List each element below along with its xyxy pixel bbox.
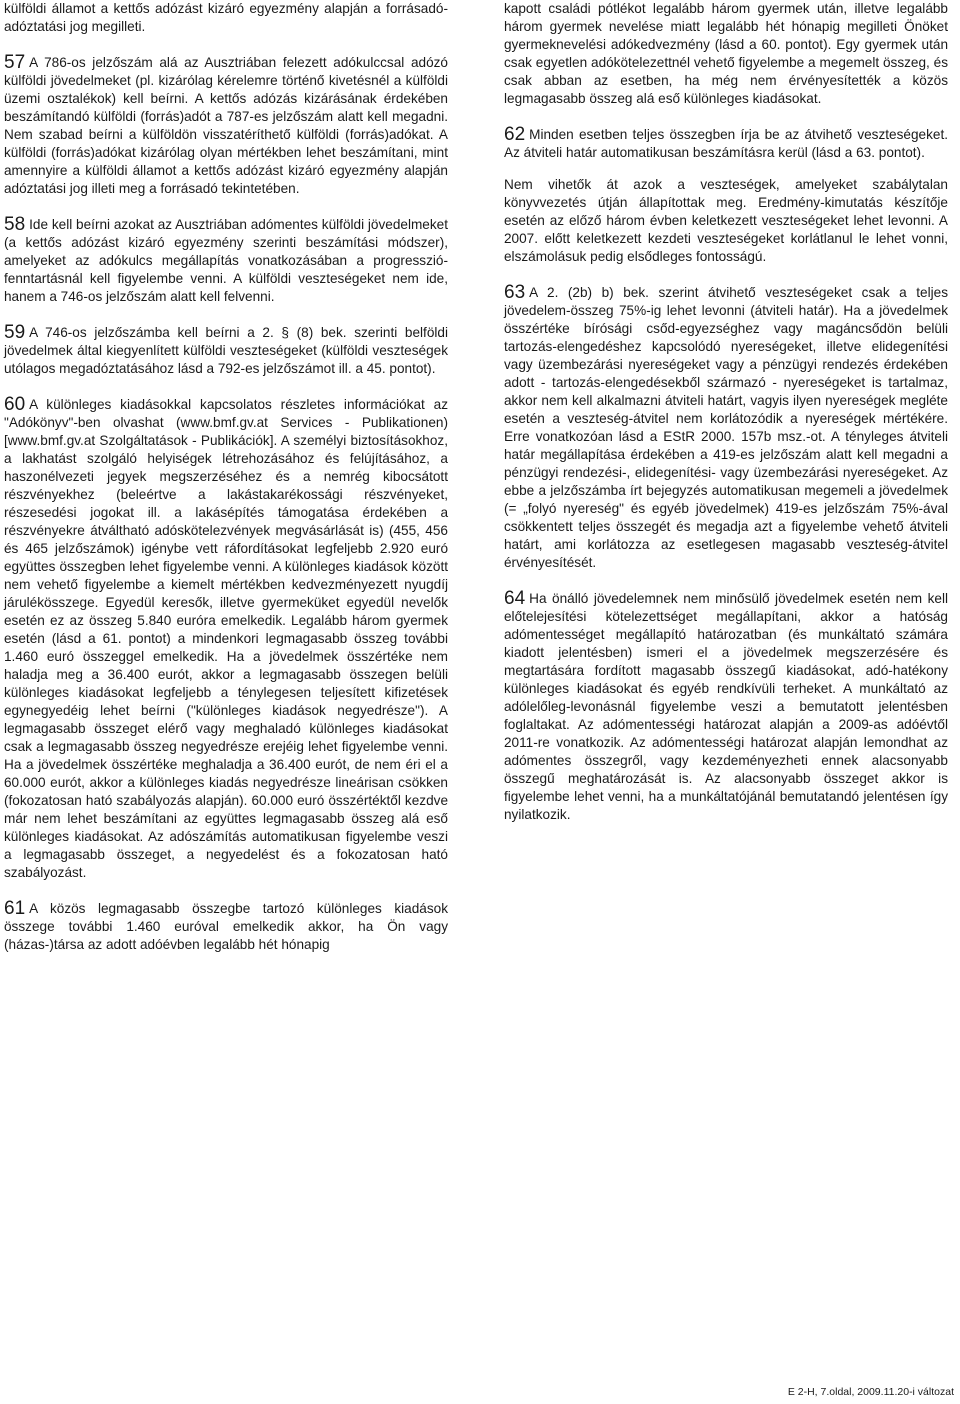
paragraph	[4, 0, 448, 36]
paragraph-text: Ide kell beírni azokat az Ausztriában adómentes külföldi jövedelmeket (a kettős adózást kizáró egyezmény szerinti beszámítási módszer), amelyeket az adókulcs megállapítás vonatkozásában a progresszió-fenntartásnál kell figyelembe venni. A külföldi veszteségeket nem ide, hanem a 746-os jelzőszám alatt kell felvenni.	[4, 217, 448, 304]
paragraph-text: Ha önálló jövedelemnek nem minősülő jövedelmek esetén nem kell előtelejesítési kötelezettséget megállapítani, akkor a hatóság adómentességet megállapító határozatban (és munkáltató számára kiadott jelentésben) ismeri el a jövedelmek megszerzésére és megtartására fordított magasabb összegű kiadásokat, adó-hatékony különleges kiadásokat és egyéb rendkívüli terheket. A munkáltató az adólelőleg-levonásnál figyelembe veszi a bemutatott jelentésben foglaltakat. Az adómentességi határozat alapján a 2009-as adóévtől 2011-re vonatkozik. Az adómentességi határozat alapján lemondhat az adómentes összegről, vagy kezdeményezheti ennek alacsonyabb összegű meghatározását is. Az alacsonyabb összeget akkor is figyelembe lehet venni, ha a munkáltatójánál bemutatandó jelentésen így nyilatkozik.	[504, 591, 948, 822]
section-number: 64	[504, 588, 526, 609]
paragraph	[504, 0, 948, 108]
section-number: 57	[4, 52, 26, 73]
right-column	[504, 0, 948, 824]
paragraph-text: Nem vihetők át azok a veszteségek, amelyeket szabálytalan könyvvezetés útján állapítottak meg. Eredmény-kimutatás készítője esetén az előző három évben keletkezett veszteségeket lehet levonni. A 2007. előtt keletkezett kezdeti veszteségeket korlátlanul le lehet vonni, elszámolásuk pedig elsődleges fontosságú.	[504, 177, 948, 264]
left-column	[4, 0, 448, 954]
section-number: 63	[504, 282, 526, 303]
section-number: 60	[4, 394, 26, 415]
section-61	[4, 900, 448, 954]
section-60	[4, 396, 448, 882]
section-number: 58	[4, 214, 26, 235]
section-62	[504, 126, 948, 162]
paragraph-text: külföldi államot a kettős adózást kizáró egyezmény alapján a forrásadó-adóztatási jog megilleti.	[4, 1, 448, 34]
paragraph-text: kapott családi pótlékot legalább három gyermek után, illetve legalább három gyermek nevelése miatt legalább hét hónapig megilleti Önöket gyermeknevelési adókedvezmény (lásd a 60. pontot). Egy gyermek után csak egyetlen adókötelezettnél vehető figyelembe a megemelt összeg, és csak abban az esetben, ha még nem érvényesítették a közös legmagasabb összeg alá eső különleges kiadásokat.	[504, 1, 948, 106]
paragraph-text: A különleges kiadásokkal kapcsolatos részletes információkat az "Adókönyv"-ben olvashat (www.bmf.gv.at Services - Publikationen) [www.bmf.gv.at Szolgáltatások - Publikációk]. A személyi biztosításokhoz, a lakhatást szolgáló helyiségek létrehozásához és felújításához, a haszonélvezeti jegyek megszerzéséhez és a nemrég kibocsátott részvényekhez (beleértve a lakástakarékossági részvényeket, részesedési jogokat ill. a lakásépítés támogatása érdekében a részvényekre átváltható adóskötelezvények megvásárlását is) (455, 456 és 465 jelzőszámok) igénybe vett ráfordításokat legfeljebb 2.920 euró együttes összegben lehet figyelembe venni. A különleges kiadások között nem vehető figyelembe a kiemelt mértékben kedvezményezett nyugdíj járulékösszege. Egyedül keresők, illetve gyermeküket egyedül nevelők esetén ez az összeg 5.840 euróra emelkedik. Legalább három gyermek esetén (lásd a 61. pontot) a mindenkori legmagasabb összeg további 1.460 euró összeggel emelkedik. Ha a jövedelmek összértéke nem haladja meg a 36.400 eurót, akkor a legmagasabb összegen belüli különleges kiadásokat legfeljebb a ténylegesen teljesített kifizetések egynegyedéig lehet beírni ("különleges kiadások negyedrésze"). A legmagasabb összeget elérő vagy meghaladó különleges kiadásokat csak a legmagasabb összeg negyedrésze erejéig lehet figyelembe venni. Ha a jövedelmek összértéke meghaladja a 36.400 eurót, de nem éri el a 60.000 eurót, akkor a különleges kiadás negyedrésze lineárisan csökken (fokozatosan ható szabályozás alapján). 60.000 euró összértéktől kezdve már nem lehet beszámítani az együttes legmagasabb összeg alá eső különleges kiadásokat. Az adószámítás automatikusan figyelembe veszi a legmagasabb összeget, a negyedelést és a fokozatosan ható szabályozást.	[4, 397, 448, 880]
paragraph-text: A 746-os jelzőszámba kell beírni a 2. § (8) bek. szerinti belföldi jövedelmek által kiegyenlített külföldi veszteségeket (külföldi veszteségek utólagos megadóztatásához lásd a 792-es jelzőszámot ill. a 45. pontot).	[4, 325, 448, 376]
section-64	[504, 590, 948, 824]
paragraph-text: A 2. (2b) b) bek. szerint átvihető veszteségeket csak a teljes jövedelem-összeg 75%-ig lehet levonni (átviteli határ). Ha a jövedelmek összértéke bírósági csőd-egyezséghez vagy magáncsődön belüli tartozás-elengedéshez kapcsolódó nyereségeket, illetve elidegenítési vagy üzembezárási nyereségeket vagy a pénzügyi rendezés érdekében adott - tartozás-elengedésekből származó - nyereségeket is tartalmaz, akkor nem kell alkalmazni átviteli határt, vagyis ilyen nyereségek megléte esetén a veszteség-átvitel nem korlátozódik a nyereségek mértékére. Erre vonatkozóan lásd a EStR 2000. 157b msz.-ot. A tényleges átviteli határ megállapítása érdekében a 419-es jelzőszám alatt kell megadni a pénzügyi rendezési-, elidegenítési- vagy üzembezárási nyereségeket. Az ebbe a jelzőszámba írt bejegyzés automatikusan megemeli a jövedelmek (= „folyó nyereség" és egyéb jövedelmek) 419-es jelzőszám 75%-ával csökkentett teljes összegét és megadja azt a figyelembe vehető átviteli határt, ami korlátozza az esetlegesen magasabb veszteség-átvitel érvényesítését.	[504, 285, 948, 570]
paragraph-text: Minden esetben teljes összegben írja be az átvihető veszteségeket. Az átviteli határ automatikusan beszámításra kerül (lásd a 63. pontot).	[504, 127, 948, 160]
paragraph	[504, 176, 948, 266]
section-59	[4, 324, 448, 378]
paragraph-text: A 786-os jelzőszám alá az Ausztriában felezett adókulccsal adózó külföldi jövedelmeket (pl. kizárólag kérelemre történő kivetésnél a külföldi üzemi osztalékok) kell beírni. A kettős adózás kizárásának érdekében beszámítandó külföldi (forrás)adót a 787-es jelzőszám alatt kell megadni. Nem szabad beírni a külföldön visszatéríthető külföldi (forrás)adókat. A külföldi (forrás)adókat kizárólag olyan mértékben lehet beszámítani, mint amennyire a külföldi államot a kettős adózást kizáró egyezmény alapján adóztatási jog illeti meg a forrásadó tekintetében.	[4, 55, 448, 196]
section-number: 61	[4, 898, 26, 919]
section-number: 62	[504, 124, 526, 145]
section-57	[4, 54, 448, 198]
page-footer: E 2-H, 7.oldal, 2009.11.20-i változat	[787, 1386, 954, 1398]
paragraph-text: A közös legmagasabb összegbe tartozó különleges kiadások összege további 1.460 euróval emelkedik akkor, ha Ön vagy (házas-)társa az adott adóévben legalább hét hónapig	[4, 901, 448, 952]
section-58	[4, 216, 448, 306]
section-63	[504, 284, 948, 572]
section-number: 59	[4, 322, 26, 343]
